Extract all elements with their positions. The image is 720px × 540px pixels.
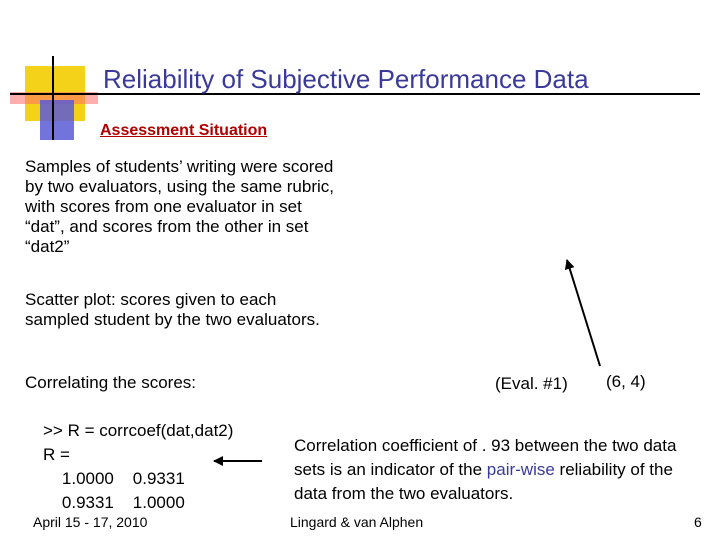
scatter-paragraph: Scatter plot: scores given to each sampled student by the two evaluators. (25, 290, 320, 329)
code-line: 0.9331 1.0000 (43, 493, 185, 512)
footer-author: Lingard & van Alphen (290, 514, 424, 530)
code-line: R = (43, 445, 70, 464)
pairwise-highlight: pair-wise (486, 460, 555, 479)
point-arrow (567, 260, 600, 366)
point-label: (6, 4) (606, 372, 646, 391)
eval-label: (Eval. #1) (495, 374, 568, 393)
slide-subtitle: Assessment Situation (100, 122, 268, 139)
slide-title: Reliability of Subjective Performance Data (103, 64, 589, 94)
code-line: >> R = corrcoef(dat,dat2) (43, 421, 234, 440)
correlating-label: Correlating the scores: (25, 373, 197, 392)
correlation-text-end: reliability of the data from the two evaluators. (294, 460, 673, 503)
code-line: 1.0000 0.9331 (43, 469, 185, 488)
situation-paragraph: Samples of students’ writing were scored by two evaluators, using the same rubric, with scores from one evaluator in set “dat”, and scores from the other in set “dat2” (25, 157, 334, 256)
page-number: 6 (694, 514, 702, 530)
footer-date: April 15 - 17, 2010 (33, 514, 148, 530)
correlation-text-start: Correlation coefficient of . 93 between the two data sets is an indicator of the (294, 436, 677, 479)
